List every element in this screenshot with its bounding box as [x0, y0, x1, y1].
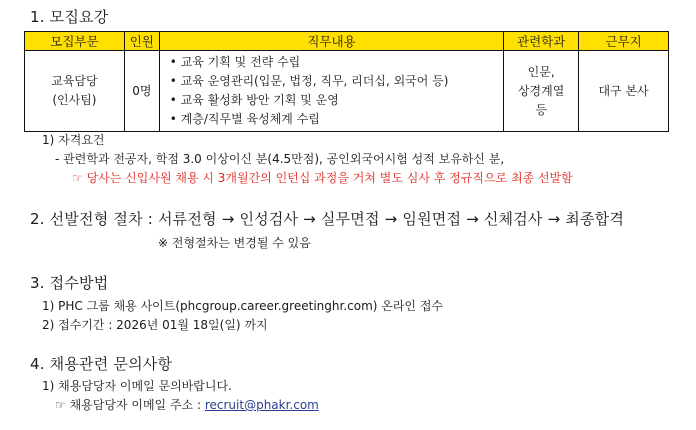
- duty-item: • 교육 기획 및 전략 수립: [169, 55, 301, 69]
- section-title-inquiry: 4. 채용관련 문의사항: [30, 355, 173, 373]
- header-department: 모집부문: [25, 32, 125, 51]
- duty-item: • 교육 활성화 방안 기획 및 운영: [169, 93, 339, 107]
- qualifications-line: - 관련학과 전공자, 학점 3.0 이상이신 분(4.5만점), 공인외국어시험 성적 보유하신 분,: [55, 152, 505, 166]
- major-line: 인문,: [527, 64, 555, 79]
- table-header-row: [25, 32, 669, 51]
- cell-department: [25, 51, 125, 132]
- recruitment-table: [24, 31, 669, 132]
- contact-email-row: [55, 396, 319, 413]
- pointing-hand-icon: ☞: [72, 171, 83, 185]
- contact-email-link[interactable]: recruit@phakr.com: [204, 398, 319, 412]
- department-name: 교육담당: [51, 74, 98, 88]
- duty-item: • 계층/직무별 육성체계 수립: [169, 112, 320, 126]
- cell-majors: [504, 51, 579, 132]
- header-location: 근무지: [579, 32, 669, 51]
- section-title-recruitment: 1. 모집요강: [30, 8, 109, 26]
- section-title-selection-process: 2. 선발전형 절차 : 서류전형 → 인성검사 → 실무면접 → 임원면접 → 신체검사 → 최종합격: [30, 210, 625, 228]
- pointing-hand-icon: ☞: [55, 398, 66, 412]
- major-line: 상경계열: [517, 83, 565, 98]
- inquiry-instruction: 1) 채용담당자 이메일 문의바랍니다.: [42, 379, 232, 393]
- cell-duties: [159, 51, 503, 132]
- internship-note: [72, 169, 573, 186]
- header-majors: 관련학과: [504, 32, 579, 51]
- application-site: 1) PHC 그룹 채용 사이트(phcgroup.career.greetinghr.com) 온라인 접수: [42, 299, 444, 313]
- contact-email-label: 채용담당자 이메일 주소 :: [69, 398, 202, 412]
- qualifications-title: 1) 자격요건: [42, 133, 105, 147]
- selection-process-note: ※ 전형절차는 변경될 수 있음: [158, 236, 311, 250]
- major-line: 등: [535, 102, 547, 117]
- header-headcount: 인원: [124, 32, 159, 51]
- table-row: [25, 51, 669, 132]
- duty-item: • 교육 운영관리(입문, 법정, 직무, 리더십, 외국어 등): [169, 74, 449, 88]
- internship-note-text: 당사는 신입사원 채용 시 3개월간의 인턴십 과정을 거쳐 별도 심사 후 정규직으로 최종 선발함: [86, 171, 573, 185]
- cell-headcount: 0명: [124, 51, 159, 132]
- department-team: (인사팀): [52, 93, 97, 107]
- cell-location: 대구 본사: [579, 51, 669, 132]
- section-title-application: 3. 접수방법: [30, 274, 109, 292]
- header-duties: 직무내용: [159, 32, 503, 51]
- application-deadline: 2) 접수기간 : 2026년 01월 18일(일) 까지: [42, 318, 268, 332]
